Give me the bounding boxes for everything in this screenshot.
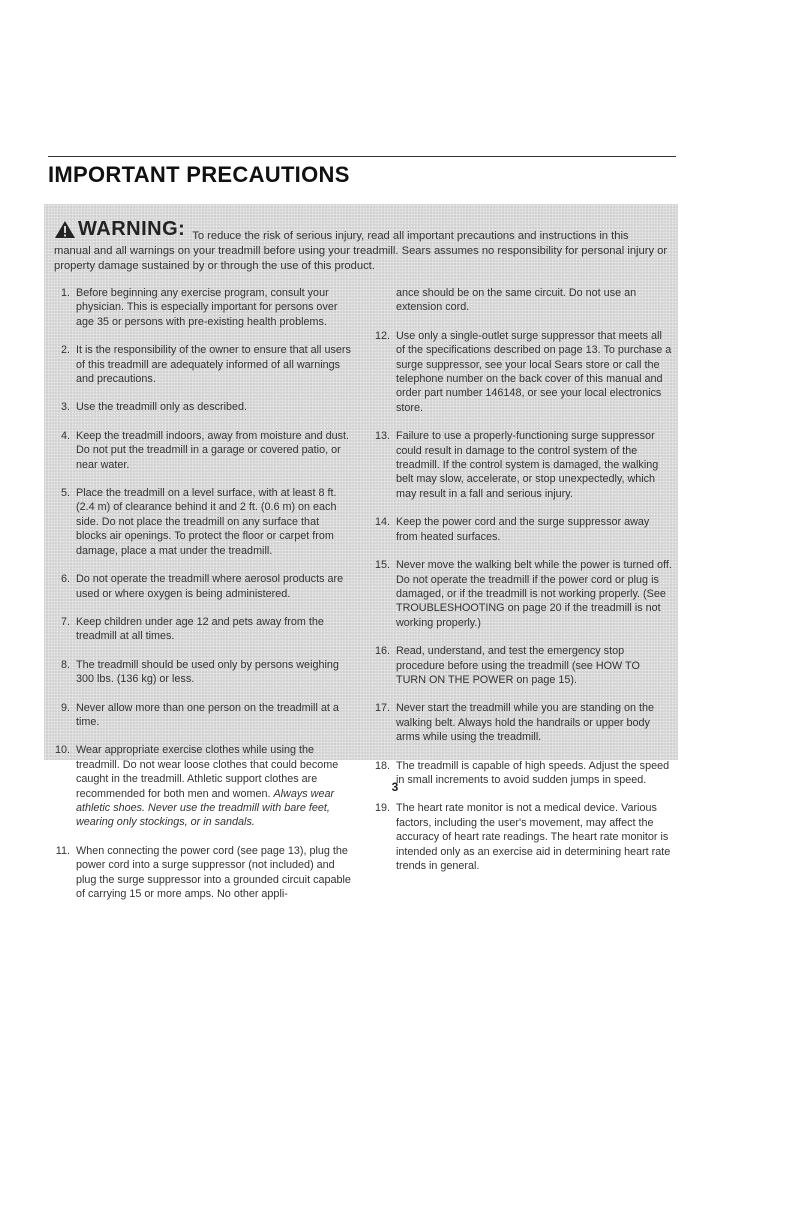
header-rule: [48, 156, 676, 157]
precaution-text-main: When connecting the power cord (see page 13), plug the power cord into a surge suppressor (not included) and plug the surge suppressor into a grounded circuit capable of carrying 15 or more amps. No other appli-: [76, 844, 351, 900]
precaution-item: [54, 429, 352, 472]
precaution-item: [374, 701, 672, 744]
precaution-text-main: The treadmill should be used only by persons weighing 300 lbs. (136 kg) or less.: [76, 658, 339, 686]
precaution-text-main: Wear appropriate exercise clothes while using the treadmill. Do not wear loose clothes that could become caught in the treadmill. Athletic support clothes are recommended for both men and women.: [76, 744, 339, 800]
precaution-item: [374, 429, 672, 501]
precaution-item: [374, 801, 672, 873]
precaution-text: [396, 644, 672, 687]
precaution-number: [374, 286, 396, 315]
precaution-text: [396, 286, 672, 315]
precaution-number: 10.: [54, 744, 70, 757]
warning-label: WARNING:: [78, 218, 186, 240]
precaution-item: [54, 701, 352, 730]
warning-block: [54, 220, 668, 274]
warning-head: [54, 220, 189, 239]
precaution-number: 13.: [374, 430, 390, 443]
precaution-item: [374, 329, 672, 415]
precaution-item: [54, 658, 352, 687]
precaution-text: [76, 400, 352, 414]
precaution-text-main: Failure to use a properly-functioning surge suppressor could result in damage to the control system of the treadmill. If the control system is damaged, the walking belt may slow, accelerate, or stop unexpectedly, which may result in a fall and serious injury.: [396, 430, 659, 500]
precaution-text: [76, 343, 352, 386]
precaution-item: [374, 286, 672, 315]
precaution-text: [396, 429, 672, 501]
precaution-item: [54, 844, 352, 902]
precaution-text: [396, 558, 672, 630]
page-title: IMPORTANT PRECAUTIONS: [48, 162, 350, 187]
precaution-text: [396, 515, 672, 544]
precaution-number: 6.: [60, 573, 70, 586]
precaution-text-main: ance should be on the same circuit. Do not use an extension cord.: [396, 287, 637, 314]
precaution-item: [54, 615, 352, 644]
precaution-number: 2.: [60, 344, 70, 357]
precaution-item: [374, 558, 672, 630]
precaution-item: [54, 343, 352, 386]
precaution-text: [396, 701, 672, 744]
precaution-number: 3.: [60, 401, 70, 414]
precaution-text-main: Place the treadmill on a level surface, with at least 8 ft. (2.4 m) of clearance behind it and 2 ft. (0.6 m) on each side. Do not place the treadmill on any surface that blocks air openings. To protect the floor or carpet from damage, place a mat under the treadmill.: [76, 487, 337, 557]
warning-text: To reduce the risk of serious injury, read all important precautions and instructions in this manual and all warnings on your treadmill before using your treadmill. Sears assumes no responsibility for personal injury or property damage sustained by or through the use of this product.: [54, 230, 668, 272]
precaution-item: [54, 286, 352, 329]
precaution-text-main: Use only a single-outlet surge suppressor that meets all of the specifications described on page 13. To purchase a surge suppressor, see your local Sears store or call the telephone number on the back cover of this manual and order part number 146148, or see your local electronics store.: [396, 329, 672, 414]
warning-panel: [44, 204, 678, 900]
precaution-text-main: It is the responsibility of the owner to ensure that all users of this treadmill are adequately informed of all warnings and precautions.: [76, 344, 351, 386]
precaution-number: 4.: [60, 429, 70, 442]
precaution-number: 8.: [60, 658, 70, 671]
precaution-number: 11.: [55, 844, 70, 857]
precaution-text: [76, 701, 352, 730]
precaution-text-main: Never move the walking belt while the power is turned off. Do not operate the treadmill if the power cord or plug is damaged, or if the treadmill is not working properly. (See TROUBLESHOOTING on page 20 if the treadmill is not working properly.): [396, 559, 672, 629]
warning-triangle-icon: [54, 220, 76, 239]
right-column: [374, 286, 672, 915]
precaution-text-emphasis: Always wear athletic shoes. Never use the treadmill with bare feet, wearing only stockings, or in sandals.: [76, 787, 335, 829]
precaution-text: [76, 844, 352, 902]
precaution-item: [374, 515, 672, 544]
precaution-text-main: Keep the power cord and the surge suppressor away from heated surfaces.: [396, 516, 650, 543]
precaution-number: 7.: [60, 615, 70, 628]
precaution-text: [76, 615, 352, 644]
precaution-text: [76, 429, 352, 472]
precaution-item: [374, 644, 672, 687]
precaution-columns: [54, 286, 672, 915]
precaution-text: [76, 286, 352, 329]
precaution-text-main: The heart rate monitor is not a medical device. Various factors, including the user's movement, may affect the accuracy of heart rate readings. The heart rate monitor is intended only as an exercise aid in determining heart rate trends in general.: [396, 802, 671, 872]
left-column: [54, 286, 352, 915]
precaution-text: [396, 801, 672, 873]
precaution-text: [76, 486, 352, 558]
precaution-text-main: Before beginning any exercise program, consult your physician. This is especially important for persons over age 35 or persons with pre-existing health problems.: [76, 287, 338, 328]
precaution-text: [396, 329, 672, 415]
precaution-number: 17.: [374, 702, 390, 715]
precaution-text-main: Keep children under age 12 and pets away from the treadmill at all times.: [76, 615, 324, 643]
precaution-item: [54, 400, 352, 414]
precaution-number: 9.: [60, 701, 70, 714]
precaution-number: 16.: [374, 645, 390, 658]
precaution-number: 15.: [374, 559, 390, 572]
precaution-text-main: The treadmill is capable of high speeds. Adjust the speed in small increments to avoid sudden jumps in speed.: [396, 759, 670, 786]
precaution-number: 5.: [60, 487, 70, 500]
precaution-text: [76, 658, 352, 687]
page-number: 3: [391, 780, 399, 794]
precaution-number: 14.: [374, 516, 390, 529]
precaution-item: [54, 572, 352, 601]
precaution-text-main: Read, understand, and test the emergency stop procedure before using the treadmill (see HOW TO TURN ON THE POWER on page 15).: [396, 645, 640, 686]
precaution-text-main: Never start the treadmill while you are standing on the walking belt. Always hold the handrails or upper body arms while using the treadmill.: [396, 702, 655, 744]
precaution-number: 12.: [374, 329, 390, 342]
precaution-text-main: Never allow more than one person on the treadmill at a time.: [76, 701, 339, 728]
precaution-number: 18.: [374, 759, 390, 772]
precaution-item: [54, 486, 352, 558]
precaution-number: 19.: [374, 802, 390, 815]
precaution-text-main: Do not operate the treadmill where aerosol products are used or where oxygen is being administered.: [76, 573, 344, 600]
precaution-number: 1.: [60, 287, 70, 299]
precaution-text: [76, 572, 352, 601]
precaution-text-main: Keep the treadmill indoors, away from moisture and dust. Do not put the treadmill in a garage or covered patio, or near water.: [76, 429, 350, 471]
precaution-text-main: Use the treadmill only as described.: [76, 401, 248, 414]
